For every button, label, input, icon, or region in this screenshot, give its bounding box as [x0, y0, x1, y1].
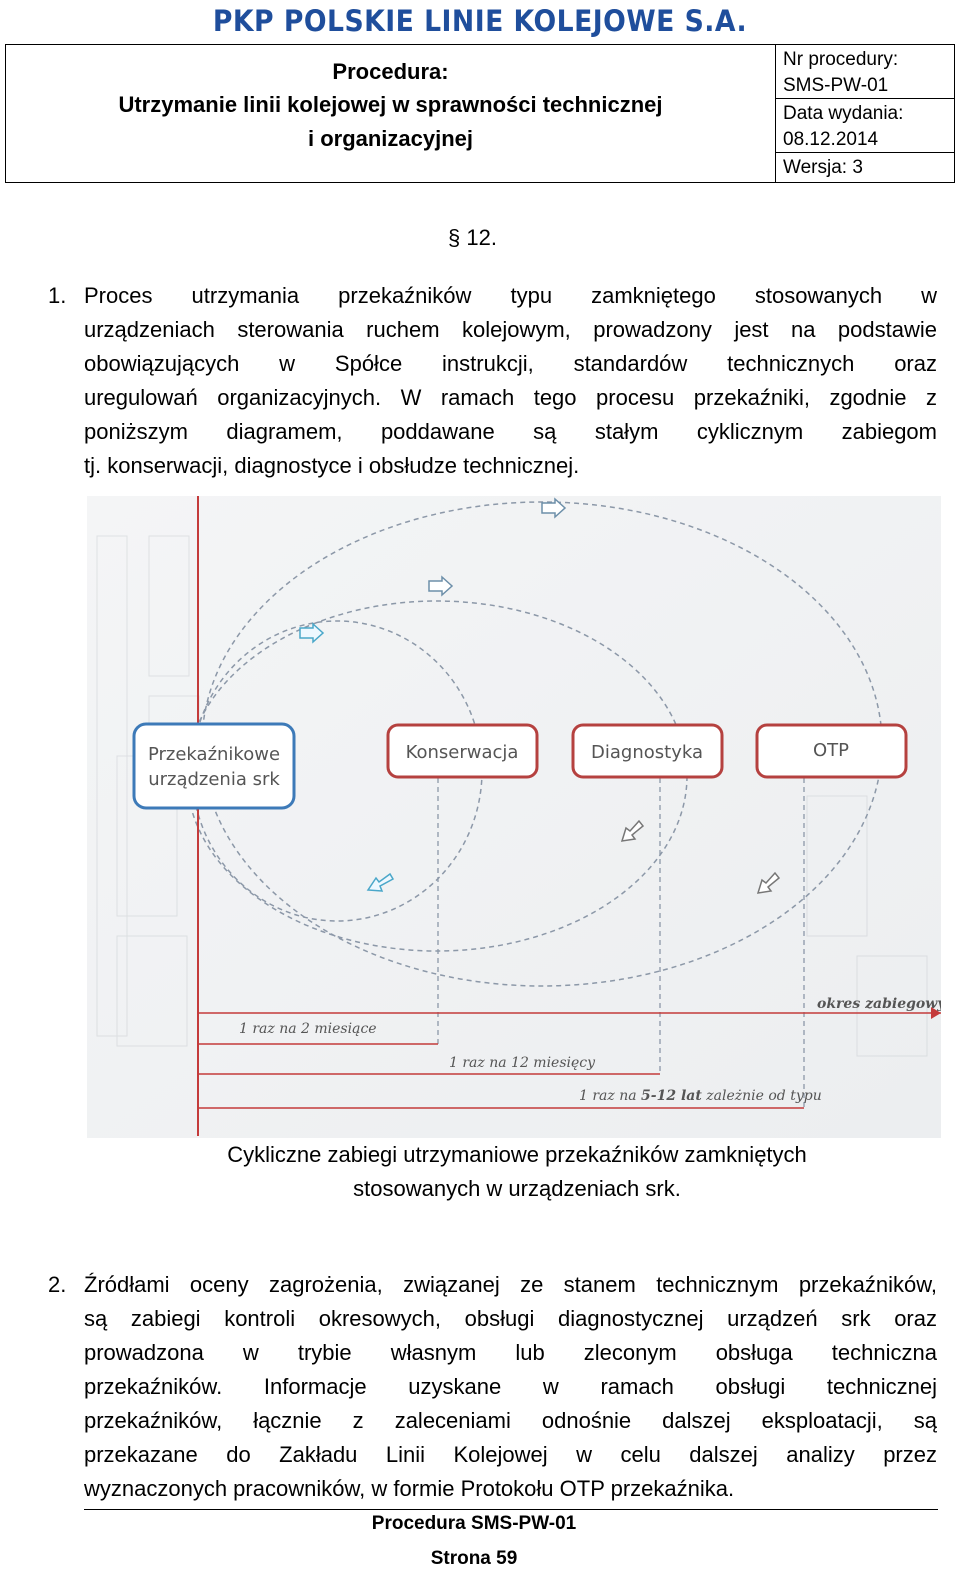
section-number: § 12. [448, 225, 497, 250]
box-otp-label: OTP [812, 740, 850, 761]
paragraph2-line: przekaźników, łącznie z zaleceniami odnośnie dalszej eksploatacji, są [84, 1408, 937, 1433]
paragraph1-line: urządzeniach sterowania ruchem kolejowym, prowadzony jest na podstawie [84, 317, 937, 342]
figure-caption-line2: stosowanych w urządzeniach srk. [353, 1176, 681, 1201]
interval-label-prefix: 1 raz na [579, 1088, 642, 1104]
document-header-table [5, 44, 955, 183]
maintenance-cycle-diagram [87, 496, 941, 1138]
paragraph2-line: przekazane do Zakładu Linii Kolejowej w celu dalszej analizy przez [84, 1442, 937, 1467]
paragraph2-number: 2. [48, 1272, 67, 1297]
issue-date-value: 08.12.2014 [783, 129, 879, 150]
paragraph1-line: poniższym diagramem, poddawane są stałym cyklicznym zabiegom [84, 419, 937, 444]
procedure-label: Procedura: [332, 59, 449, 84]
diagram-background [87, 496, 941, 1138]
paragraph1-line: uregulowań organizacyjnych. W ramach tego procesu przekaźniki, zgodnie z [84, 385, 937, 410]
paragraph2-line: przekaźników. Informacje uzyskane w ramach obsługi technicznej [84, 1374, 937, 1399]
paragraph2-line: wyznaczonych pracowników, w formie Protokołu OTP przekaźnika. [84, 1476, 735, 1501]
issue-date-label: Data wydania: [783, 103, 904, 124]
figure-caption-line1: Cykliczne zabiegi utrzymaniowe przekaźników zamkniętych [227, 1142, 807, 1167]
interval-label-5-12-years [579, 1088, 822, 1104]
paragraph2 [84, 1268, 937, 1506]
interval-label-12-months: 1 raz na 12 miesięcy [449, 1055, 596, 1071]
paragraph2-line: Źródłami oceny zagrożenia, związanej ze stanem technicznym przekaźników, [84, 1272, 937, 1297]
footer-divider [84, 1509, 938, 1510]
source-box-line1: Przekaźnikowe [147, 744, 281, 765]
box-diagnostyka-label: Diagnostyka [591, 742, 703, 763]
procedure-number-value: SMS-PW-01 [783, 75, 889, 96]
source-box-line2: urządzenia srk [148, 769, 280, 790]
interval-label-bold: 5-12 lat [641, 1088, 702, 1104]
paragraph1 [84, 279, 937, 483]
version-cell [776, 153, 954, 184]
company-name: PKP POLSKIE LINIE KOLEJOWE S.A. [212, 4, 748, 38]
procedure-number-label: Nr procedury: [783, 49, 899, 70]
paragraph1-line: obowiązujących w Spółce instrukcji, standardów technicznych oraz [84, 351, 937, 376]
interval-label-2-months: 1 raz na 2 miesiące [239, 1021, 377, 1037]
footer-procedure: Procedura SMS-PW-01 [371, 1513, 577, 1534]
procedure-title-line1: Utrzymanie linii kolejowej w sprawności technicznej [118, 92, 663, 117]
procedure-meta-cells [776, 45, 954, 182]
paragraph2-line: prowadzona w trybie własnym lub zleconym obsługa techniczna [84, 1340, 937, 1365]
paragraph1-number: 1. [48, 283, 67, 308]
box-konserwacja-label: Konserwacja [405, 742, 519, 763]
interval-label-suffix: zależnie od typu [701, 1088, 822, 1104]
period-axis-label: okres zabiegowy [817, 996, 941, 1012]
source-box [134, 724, 294, 808]
paragraph1-line: tj. konserwacji, diagnostyce i obsłudze technicznej. [84, 453, 580, 478]
procedure-number-cell [776, 45, 954, 99]
paragraph1-line: Proces utrzymania przekaźników typu zamkniętego stosowanych w [84, 283, 937, 308]
version-value: Wersja: 3 [783, 157, 863, 178]
procedure-title-cell [6, 45, 776, 182]
procedure-title-line2: i organizacyjnej [307, 126, 474, 151]
paragraph2-line: są zabiegi kontroli okresowych, obsługi diagnostycznej urządzeń srk oraz [84, 1306, 937, 1331]
issue-date-cell [776, 99, 954, 153]
footer-page-number: Strona 59 [430, 1548, 518, 1569]
